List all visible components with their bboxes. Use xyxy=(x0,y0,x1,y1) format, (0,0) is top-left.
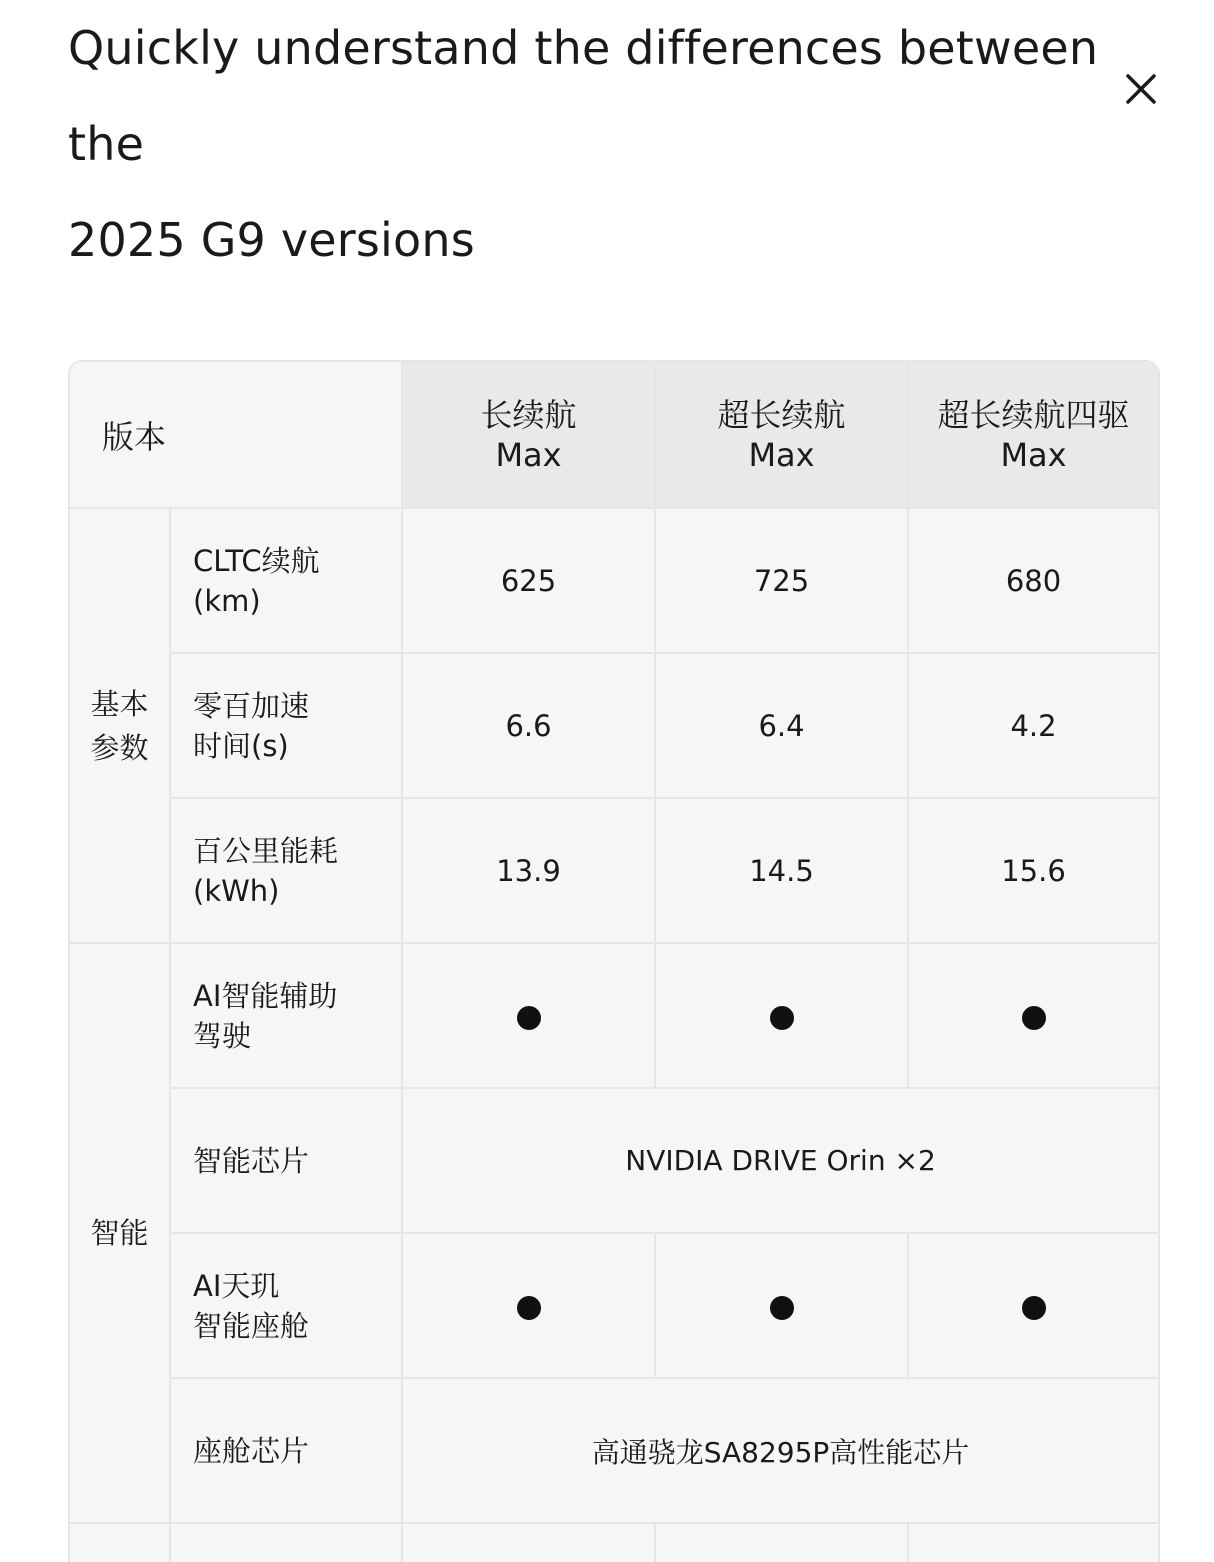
header-col-ultra-long-range-awd-max xyxy=(908,362,1158,508)
value-cell xyxy=(655,1233,908,1378)
row-label-ai-smart-cockpit xyxy=(170,1233,402,1378)
table-row xyxy=(70,653,1158,798)
comparison-table xyxy=(68,360,1160,1562)
standard-dot-icon xyxy=(770,1006,794,1030)
header-col-long-range-max xyxy=(402,362,655,508)
row-label-smart-chip xyxy=(170,1088,402,1233)
row-label-unit: (kWh) xyxy=(193,873,280,908)
dialog-title-line2: 2025 G9 versions xyxy=(68,213,475,267)
value-cell: 15.6 xyxy=(908,798,1158,943)
header-col-name: 超长续航 xyxy=(717,395,846,434)
row-label-text: 智能座舱 xyxy=(193,1308,310,1343)
value-cell xyxy=(402,1233,655,1378)
row-label-cltc-range xyxy=(170,508,402,653)
value-cell: 6.4 xyxy=(655,653,908,798)
group-intelligence xyxy=(70,943,170,1523)
close-icon xyxy=(1116,66,1164,114)
header-col-name: 超长续航四驱 xyxy=(937,395,1130,434)
row-label-text: 驾驶 xyxy=(193,1018,252,1053)
table-row xyxy=(70,1523,1158,1562)
row-label-cockpit-chip xyxy=(170,1378,402,1523)
value-cell: 680 xyxy=(908,508,1158,653)
group-cell-next xyxy=(70,1523,170,1562)
row-label-unit: (km) xyxy=(193,583,261,618)
value-cell: 14.5 xyxy=(655,798,908,943)
table-row xyxy=(70,798,1158,943)
value-cell xyxy=(655,943,908,1088)
value-cell-spanning: 高通骁龙SA8295P高性能芯片 xyxy=(402,1378,1158,1523)
header-version-label: 版本 xyxy=(70,362,402,508)
header-col-trim: Max xyxy=(495,435,562,474)
row-label-text: 百公里能耗 xyxy=(193,833,339,868)
value-cell: 725 xyxy=(655,508,908,653)
standard-dot-icon xyxy=(1022,1296,1046,1320)
header-col-name: 长续航 xyxy=(480,395,577,434)
group-label: 智能 xyxy=(90,1216,149,1250)
standard-dot-icon xyxy=(517,1006,541,1030)
value-cell: 6.6 xyxy=(402,653,655,798)
value-cell-spanning: NVIDIA DRIVE Orin ×2 xyxy=(402,1088,1158,1233)
dialog-title xyxy=(68,0,1108,288)
standard-dot-icon xyxy=(770,1296,794,1320)
table-row xyxy=(70,1088,1158,1233)
table-row xyxy=(70,1378,1158,1523)
header-col-ultra-long-range-max xyxy=(655,362,908,508)
table-row xyxy=(70,943,1158,1088)
value-cell xyxy=(402,943,655,1088)
row-label-text: CLTC续航 xyxy=(193,543,320,578)
row-label-text: 零百加速 xyxy=(193,688,310,723)
row-label-acceleration xyxy=(170,653,402,798)
close-button[interactable] xyxy=(1116,66,1164,114)
row-label-text: AI智能辅助 xyxy=(193,978,338,1013)
value-cell: 4.2 xyxy=(908,653,1158,798)
value-cell: 625 xyxy=(402,508,655,653)
standard-dot-icon xyxy=(1022,1006,1046,1030)
table-row xyxy=(70,1233,1158,1378)
row-label-ai-driving-assist xyxy=(170,943,402,1088)
row-label-text: 座舱芯片 xyxy=(193,1433,310,1468)
value-cell xyxy=(908,1523,1158,1562)
table-header-row xyxy=(70,362,1158,508)
dialog-title-line1: Quickly understand the differences between the xyxy=(68,21,1099,171)
row-label-text: 智能芯片 xyxy=(193,1143,310,1178)
row-label-unit: 时间(s) xyxy=(193,728,289,763)
header-col-trim: Max xyxy=(748,435,815,474)
label-cell-next xyxy=(170,1523,402,1562)
row-label-text: AI天玑 xyxy=(193,1268,280,1303)
value-cell xyxy=(908,943,1158,1088)
value-cell: 13.9 xyxy=(402,798,655,943)
group-basic-params xyxy=(70,508,170,943)
value-cell xyxy=(655,1523,908,1562)
header-col-trim: Max xyxy=(1000,435,1067,474)
value-cell xyxy=(908,1233,1158,1378)
standard-dot-icon xyxy=(517,1296,541,1320)
table-row xyxy=(70,508,1158,653)
row-label-energy-consumption xyxy=(170,798,402,943)
group-label: 参数 xyxy=(90,730,149,765)
group-label: 基本 xyxy=(90,686,149,721)
value-cell xyxy=(402,1523,655,1562)
